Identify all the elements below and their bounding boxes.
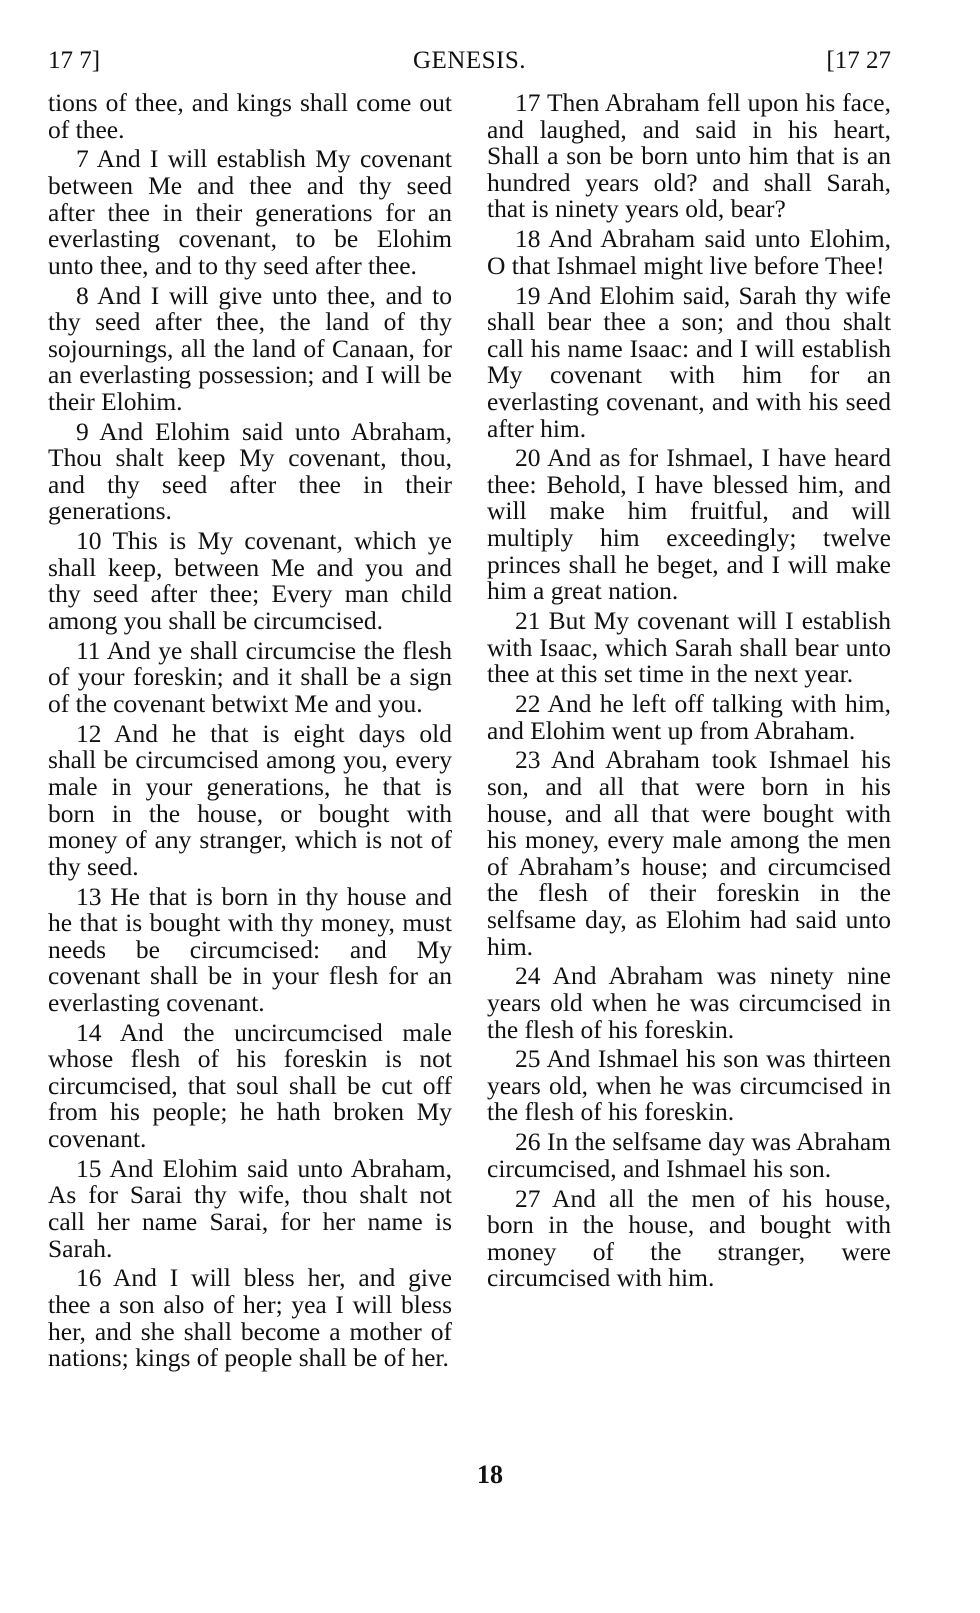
verse-paragraph: tions of thee, and kings shall come out of thee. [48, 88, 452, 144]
verse-paragraph: 27 And all the men of his house, born in the house, and bought with money of the stranger, were circumcised with him. [487, 1183, 891, 1293]
left-column [48, 90, 452, 1375]
verse-paragraph: 8 And I will give unto thee, and to thy seed after thee, the land of thy sojournings, all the land of Canaan, for an everlasting possession; and I will be their Elohim. [48, 280, 452, 416]
verse-paragraph: 14 And the uncircumcised male whose flesh of his foreskin is not circumcised, that soul shall be cut off from his people; he hath broken My covenant. [48, 1017, 452, 1154]
verse-paragraph: 12 And he that is eight days old shall be circumcised among you, every male in your generations, he that is born in the house, or bought with money of any stranger, which is not of thy seed. [48, 718, 452, 881]
verse-paragraph: 9 And Elohim said unto Abraham, Thou shalt keep My covenant, thou, and thy seed after thee in their generations. [48, 416, 452, 526]
verse-paragraph: 20 And as for Ishmael, I have heard thee: Behold, I have blessed him, and will make him fruitful, and will multiply him exceedingly; twelve princes shall he beget, and I will make him a great nation. [487, 443, 891, 606]
page-number: 18 [477, 1460, 503, 1489]
verse-paragraph: 24 And Abraham was ninety nine years old when he was circumcised in the flesh of his foreskin. [487, 961, 891, 1044]
right-column [487, 90, 891, 1295]
verse-paragraph: 26 In the selfsame day was Abraham circumcised, and Ishmael his son. [487, 1127, 891, 1183]
verse-paragraph: 7 And I will establish My covenant between Me and thee and thy seed after thee in their generations for an everlasting covenant, to be Elohim unto thee, and to thy seed after thee. [48, 144, 452, 280]
verse-paragraph: 13 He that is born in thy house and he that is bought with thy money, must needs be circumcised: and My covenant shall be in your flesh for an everlasting covenant. [48, 881, 452, 1017]
verse-paragraph: 19 And Elohim said, Sarah thy wife shall bear thee a son; and thou shalt call his name Isaac: and I will establish My covenant with him for an everlasting covenant, and with his seed after him. [487, 280, 891, 443]
verse-paragraph: 11 And ye shall circumcise the flesh of your foreskin; and it shall be a sign of the covenant betwixt Me and you. [48, 635, 452, 718]
running-head [48, 44, 891, 78]
verse-paragraph: 25 And Ishmael his son was thirteen years old, when he was circumcised in the flesh of his foreskin. [487, 1044, 891, 1127]
verse-paragraph: 17 Then Abraham fell upon his face, and laughed, and said in his heart, Shall a son be born unto him that is an hundred years old? and shall Sarah, that is ninety years old, bear? [487, 88, 891, 224]
verse-paragraph: 18 And Abraham said unto Elohim, O that Ishmael might live before Thee! [487, 224, 891, 280]
verse-paragraph: 21 But My covenant will I establish with Isaac, which Sarah shall bear unto thee at this set time in the next year. [487, 606, 891, 689]
verse-paragraph: 23 And Abraham took Ishmael his son, and all that were born in his house, and all that were bought with his money, every male among the men of Abraham’s house; and circumcised the flesh of their foreskin in the selfsame day, as Elohim had said unto him. [487, 745, 891, 961]
verse-paragraph: 22 And he left off talking with him, and Elohim went up from Abraham. [487, 689, 891, 745]
verse-paragraph: 15 And Elohim said unto Abraham, As for Sarai thy wife, thou shalt not call her name Sarai, for her name is Sarah. [48, 1153, 452, 1263]
verse-paragraph: 10 This is My covenant, which ye shall keep, between Me and you and thy seed after thee; Every man child among you shall be circumcised. [48, 526, 452, 636]
book-title: GENESIS. [412, 47, 527, 74]
header-left-reference: 17 7] [48, 47, 101, 74]
verse-paragraph: 16 And I will bless her, and give thee a son also of her; yea I will bless her, and she shall become a mother of nations; kings of people shall be of her. [48, 1263, 452, 1373]
header-right-reference: [17 27 [826, 47, 891, 74]
